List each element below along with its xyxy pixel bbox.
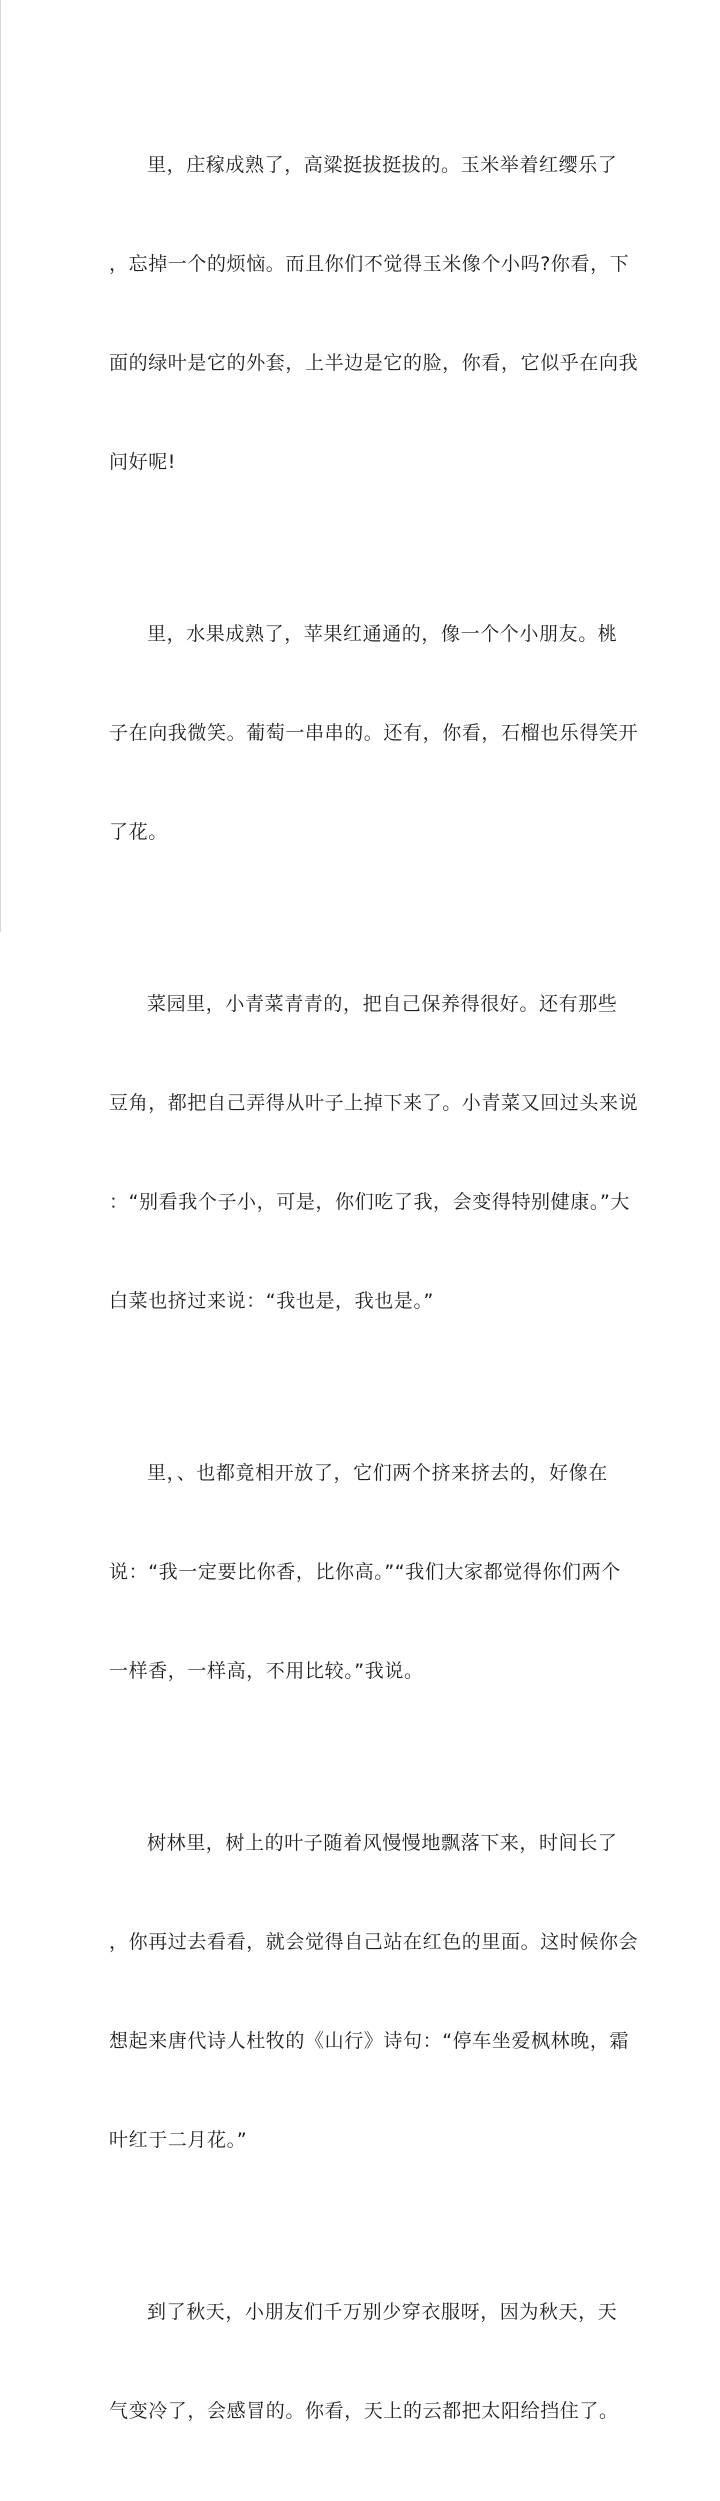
- text-line: 里，水果成熟了，苹果红通通的，像一个个小朋友。桃: [147, 623, 618, 645]
- text-line: 了花。: [109, 821, 168, 843]
- text-line: 说：“我一定要比你香，比你高。”“我们大家都觉得你们两个: [109, 1561, 621, 1583]
- text-line: ，忘掉一个的烦恼。而且你们不觉得玉米像个小吗?你看，下: [109, 253, 630, 275]
- text-line: ：“别看我个子小，可是，你们吃了我，会变得特别健康。”大: [109, 1191, 630, 1213]
- text-line: 面的绿叶是它的外套，上半边是它的脸，你看，它似乎在向我: [109, 352, 639, 374]
- paragraph-3: [109, 922, 639, 1384]
- text-line: 子在向我微笑。葡萄一串串的。还有，你看，石榴也乐得笑开: [109, 722, 639, 744]
- paragraph-2: [109, 552, 639, 915]
- text-line: 叶红于二月花。”: [109, 2129, 248, 2151]
- text-line: 里，、也都竟相开放了，它们两个挤来挤去的，好像在: [147, 1462, 608, 1484]
- text-line: 白菜也挤过来说：“我也是，我也是。”: [109, 1290, 434, 1312]
- text-line: 里，庄稼成熟了，高粱挺拔挺拔的。玉米举着红缨乐了: [147, 154, 618, 176]
- text-line: 菜园里，小青菜青青的，把自己保养得很好。还有那些: [147, 993, 618, 1015]
- text-line: 想起来唐代诗人杜牧的《山行》诗句：“停车坐爱枫林晚，霜: [109, 2030, 630, 2052]
- text-line: 气变冷了，会感冒的。你看，天上的云都把太阳给挡住了。: [109, 2400, 619, 2422]
- text-line: 树林里，树上的叶子随着风慢慢地飘落下来，时间长了: [147, 1832, 618, 1854]
- paragraph-4: [109, 1391, 619, 1754]
- document-body: [109, 83, 639, 2501]
- text-line: 一样香，一样高，不用比较。”我说。: [109, 1660, 424, 1682]
- paragraph-1: [109, 83, 639, 545]
- text-line: 到了秋天，小朋友们千万别少穿衣服呀，因为秋天，天: [147, 2301, 618, 2323]
- text-line: 问好呢!: [109, 451, 177, 473]
- text-line: ，你再过去看看，就会觉得自己站在红色的里面。这时候你会: [109, 1931, 639, 1953]
- paragraph-6: [109, 2230, 619, 2494]
- text-line: 豆角，都把自己弄得从叶子上掉下来了。小青菜又回过头来说: [109, 1092, 639, 1114]
- paragraph-5: [109, 1761, 639, 2223]
